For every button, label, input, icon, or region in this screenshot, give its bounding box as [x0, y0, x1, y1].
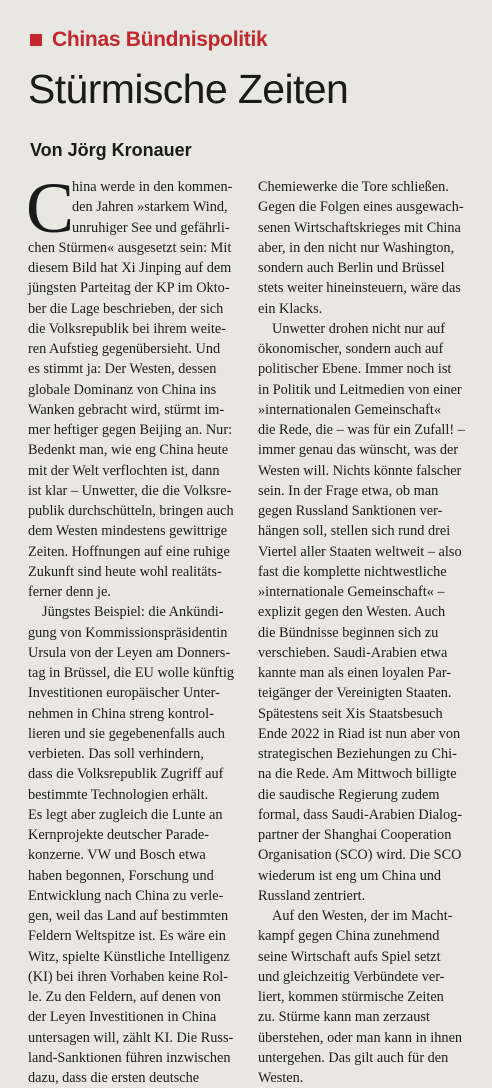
- text-line: Es legt aber zugleich die Lunte an: [28, 806, 223, 823]
- text-line: verschieben. Saudi-Arabien etwa: [258, 644, 448, 661]
- text-line: gen, weil das Land auf bestimmten: [28, 908, 229, 924]
- text-line: globale Dominanz von China ins: [28, 381, 217, 398]
- text-line: dass die Volksrepublik Zugriff auf: [28, 766, 224, 783]
- text-line: lieren und sie gegebenenfalls auch: [28, 725, 225, 742]
- text-line: ein Klacks.: [258, 300, 323, 317]
- text-line: hängen soll, stellen sich rund drei: [258, 523, 451, 540]
- text-line: überstehen, oder man kann in ihnen: [258, 1029, 463, 1046]
- text-line: seine Wirtschaft aufs Spiel setzt: [258, 948, 441, 965]
- red-square-icon: [30, 34, 42, 46]
- column-left: [26, 168, 252, 1088]
- text-line: Jüngstes Beispiel: die Ankündi-: [42, 604, 224, 621]
- text-line: Organisation (SCO) wird. Die SCO: [258, 847, 462, 864]
- text-line: »internationale Gemeinschaft« –: [258, 584, 445, 600]
- text-line: Ursula von der Leyen am Donners-: [28, 644, 231, 661]
- text-line: die Bündnisse beginnen sich zu: [258, 624, 439, 641]
- text-line: es stimmt ja: Der Westen, dessen: [28, 361, 217, 378]
- text-line: strategischen Beziehungen zu Chi-: [258, 746, 457, 762]
- text-line: Zukunft sind heute wohl realitäts-: [28, 563, 222, 580]
- text-line: zu. Stürme kann man zerzaust: [258, 1009, 430, 1026]
- text-line: Spätestens seit Xis Staatsbesuch: [258, 705, 443, 722]
- text-line: formal, dass Saudi-Arabien Dialog-: [258, 806, 463, 823]
- text-line: gung von Kommissionspräsidentin: [28, 624, 228, 641]
- text-line: Ende 2022 in Riad ist nun aber von: [258, 725, 461, 742]
- text-line: den Jahren »starkem Wind,: [72, 199, 228, 216]
- text-line: chen Stürmen« ausgesetzt sein: Mit: [28, 239, 232, 256]
- text-line: ist klar – Unwetter, die die Volksre-: [28, 482, 232, 499]
- text-line: gegen Russland Sanktionen ver-: [258, 503, 443, 519]
- headline: Stürmische Zeiten: [28, 66, 349, 112]
- text-line: partner der Shanghai Cooperation: [258, 827, 452, 843]
- text-line: der Leyen Investitionen in China: [28, 1009, 217, 1026]
- drop-cap: C: [26, 168, 75, 248]
- text-line: hina werde in den kommen-: [72, 179, 233, 195]
- text-line: kannte man als einen loyalen Par-: [258, 665, 452, 681]
- text-line: untergehen. Das gilt auch für den: [258, 1049, 449, 1066]
- text-line: Gegen die Folgen eines ausgewach-: [258, 199, 464, 216]
- text-line: dazu, dass die ersten deutsche: [28, 1070, 200, 1086]
- text-line: ökonomischer, sondern auch auf: [258, 341, 444, 357]
- text-line: die Volksrepublik bei ihrem weite-: [28, 320, 226, 337]
- text-line: Zeiten. Hoffnungen auf eine ruhige: [28, 543, 230, 560]
- text-line: jüngsten Parteitag der KP im Okto-: [28, 280, 230, 297]
- text-line: bestimmte Technologien erhält.: [28, 786, 209, 803]
- text-line: immer genau das wünscht, was der: [258, 442, 459, 459]
- text-line: dem Westen mindestens gewittrige: [28, 523, 228, 540]
- text-line: Entwicklung nach China zu verle-: [28, 887, 224, 904]
- text-line: ferner denn je.: [28, 584, 111, 600]
- text-line: (KI) bei ihren Vorhaben keine Rol-: [28, 968, 228, 985]
- kicker: [30, 28, 267, 52]
- text-line: in Politik und Leitmedien von einer: [258, 381, 462, 398]
- text-line: mer heftiger gegen Beijing an. Nur:: [28, 422, 233, 438]
- text-line: Westen will. Nichts könnte falscher: [258, 462, 462, 479]
- text-line: kampf gegen China zunehmend: [258, 928, 440, 945]
- text-line: land-Sanktionen führen inzwischen: [28, 1049, 231, 1066]
- text-line: publik durchschütteln, bringen auch: [28, 503, 234, 519]
- text-line: tag in Brüssel, die EU wolle künftig: [28, 665, 235, 681]
- text-line: und gleichzeitig Verbündete ver-: [258, 968, 445, 985]
- text-line: Auf den Westen, der im Macht-: [272, 908, 453, 924]
- text-line: die saudische Regierung zudem: [258, 786, 440, 803]
- byline: Von Jörg Kronauer: [30, 140, 192, 160]
- text-line: konzerne. VW und Bosch etwa: [28, 847, 206, 864]
- text-line: Chemiewerke die Tore schließen.: [258, 179, 449, 195]
- text-line: na die Rede. Am Mittwoch billigte: [258, 766, 457, 783]
- text-line: explizit gegen den Westen. Auch: [258, 604, 446, 621]
- text-line: Russland zentriert.: [258, 887, 366, 904]
- text-line: Wanken gebracht wird, stürmt im-: [28, 401, 225, 418]
- text-line: Feldern Weltspitze ist. Es wäre ein: [28, 928, 226, 945]
- text-line: unruhiger See und gefährli-: [72, 219, 230, 236]
- text-line: haben begonnen, Forschung und: [28, 867, 214, 884]
- text-line: mit der Welt verflochten ist, dann: [28, 462, 220, 479]
- text-line: nehmen in China streng kontrol-: [28, 705, 214, 722]
- text-line: Investitionen europäischer Unter-: [28, 685, 220, 702]
- text-line: politischer Ebene. Immer noch ist: [258, 361, 452, 378]
- text-line: sondern auch Berlin und Brüssel: [258, 260, 445, 276]
- text-line: liert, kommen stürmische Zeiten: [258, 989, 444, 1005]
- text-line: Kernprojekte deutscher Parade-: [28, 827, 210, 843]
- text-line: ren Aufstieg gegenübersieht. Und: [28, 341, 221, 357]
- text-line: sein. In der Frage etwa, ob man: [258, 482, 439, 499]
- text-line: le. Zu den Feldern, auf denen von: [28, 989, 221, 1005]
- text-line: senen Wirtschaftskrieges mit China: [258, 219, 461, 236]
- text-line: Bedenkt man, wie eng China heute: [28, 442, 229, 459]
- text-line: aber, in den nicht nur Washington,: [258, 239, 455, 256]
- text-line: fast die komplette nichtwestliche: [258, 563, 447, 580]
- text-line: untersagen will, zählt KI. Die Russ-: [28, 1029, 234, 1046]
- text-line: diesem Bild hat Xi Jinping auf dem: [28, 260, 232, 276]
- text-line: teigänger der Vereinigten Staaten.: [258, 685, 452, 702]
- text-line: ber die Lage beschrieben, der sich: [28, 300, 224, 317]
- text-line: Witz, spielte Künstliche Intelligenz: [28, 948, 230, 965]
- text-line: »internationalen Gemeinschaft«: [258, 401, 442, 418]
- column-right: [258, 177, 488, 1088]
- text-line: verbieten. Das soll verhindern,: [28, 746, 204, 762]
- text-line: die Rede, die – was für ein Zufall! –: [258, 422, 465, 438]
- text-line: stets weiter hineinsteuern, wäre das: [258, 280, 461, 297]
- text-line: Viertel aller Staaten weltweit – also: [258, 543, 462, 560]
- text-line: Unwetter drohen nicht nur auf: [272, 320, 446, 337]
- kicker-text: Chinas Bündnispolitik: [52, 28, 268, 51]
- text-line: Westen.: [258, 1070, 304, 1086]
- text-line: wiederum ist eng um China und: [258, 867, 442, 884]
